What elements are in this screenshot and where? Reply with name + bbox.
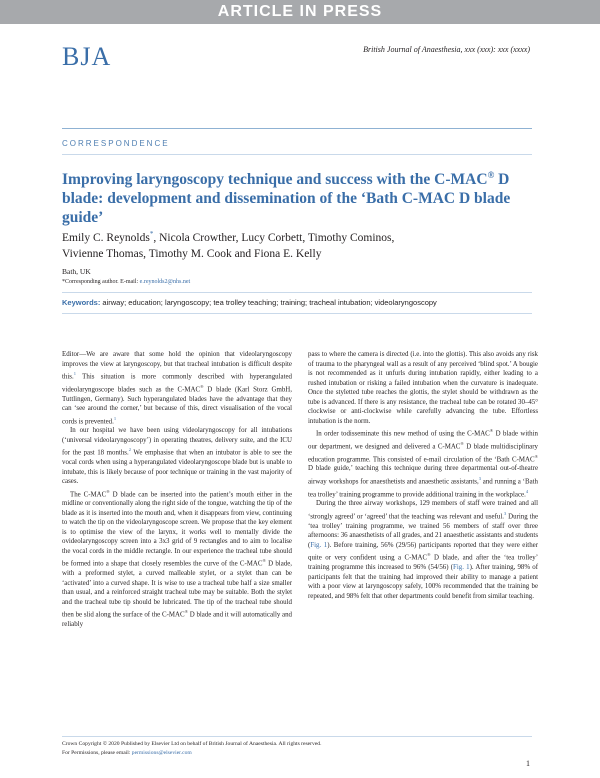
affiliation: Bath, UK [62, 267, 91, 276]
journal-logo: BJA [62, 42, 112, 71]
section-label: CORRESPONDENCE [62, 139, 170, 148]
keywords-divider-top [62, 292, 532, 293]
body-column-left [62, 350, 292, 630]
figure-link[interactable]: Fig. 1 [310, 541, 328, 549]
reference-link[interactable]: 2 [128, 447, 131, 453]
reference-link[interactable]: 3 [478, 475, 481, 481]
footer-divider [62, 736, 532, 737]
paragraph: In order todisseminate this new method of using the C-MAC® D blade within our department, we designed and delivered a C-MAC® D blade multidisciplinary education programme. This consisted of e-mail circulation of the ‘Bath C-MAC® D blade guide,’ teaching this technique during three departmental out-of-theatre airway workshops for anaesthetists and anaesthetic assistants,$^3$ and running a ‘Bath tea trolley’ training programme to provide additional training in the workplace.$^4$ [308, 428, 538, 498]
paragraph: The C-MAC® D blade can be inserted into the patient’s mouth either in the midline or conventionally along the right side of the tongue, watching the tip of the blade as it is inserted into the mouth and, when it disappears from view, continuing to watch the tip on the videolaryngoscope screen. We propose that the key element is to optimise the view of the larynx, it works well to mentally divide the ovideolaryngoscopy screen into a 3x3 grid of 9 rectangles and to aim to localise the vocal cords in the middle rectangle. In our experience the tracheal tube should be formed into a shape that closely resembles the curve of the C-MAC® D blade, with a preformed stylet, a curved malleable stylet, or a stylet than can be ‘activated’ into a curved shape. It is wise to use a tracheal tube half a size smaller than usual, and a reinforced straight tracheal tube may be suitable. Both the stylet and the tracheal tube tip should be lubricated. The tip of the tracheal tube should then be slid along the surface of the C-MAC® D blade and it will automatically and reliably [62, 488, 292, 629]
reference-link[interactable]: 4 [525, 488, 529, 494]
paragraph: Editor—We are aware that some hold the opinion that videolaryngoscopy improves the view at laryngoscopy, but that tracheal intubation is difficult despite this.$^1$ This situation is more commonly described with hyperangulated videolaryngoscope blades such as the C-MAC® D blade (Karl Storz GmbH, Tuttlingen, Germany). Such hyperangulated blades have the advantage that they can ‘see around the corner,’ but because of this, direct visualisation of the vocal cords is prevented.$^1$ [62, 351, 292, 425]
author-email-link[interactable]: e.reynolds2@nhs.net [139, 279, 191, 285]
permissions-notice: For Permissions, please email: permissions@elsevier.com [62, 750, 192, 756]
paragraph: In our hospital we have been using videolaryngoscopy for all intubations (‘universal videolaryngoscopy’) in operating theatres, delivery suite, and the ICU for the past 18 months.$^2$ We emphasise that when an intubator is able to see the vocal cords when using a hyperangulated videolaryngoscope blade but is unable to intubate, this is likely because of poor technique or training in the vast majority of cases. [62, 427, 292, 486]
author-list: Emily C. Reynolds*, Nicola Crowther, Lucy Corbett, Timothy Cominos, Vivienne Thomas, Timothy M. Cook and Fiona E. Kelly [62, 230, 395, 260]
article-in-press-banner: ARTICLE IN PRESS [0, 0, 600, 24]
corresponding-author: *Corresponding author. E-mail: e.reynolds2@nhs.net [62, 279, 191, 285]
paragraph: pass to where the camera is directed (i.e. into the glottis). This also avoids any risk of trauma to the pharyngeal wall as a result of any perceived ‘blind spot.’ A bougie is not recommended as it unfurls during intubation rapidly, either leading to a rushed intubation or risking a failed intubation when the curvature is inadequate. Once the styletted tube reaches the glottis, the stylet should be withdrawn as the tube is advanced. If there is any resistance, the tracheal tube can be rotated 30–45° clockwise or anti-clockwise while carefully advancing the tube. Effortless intubation is the norm. [308, 351, 538, 425]
reference-link[interactable]: 1 [113, 415, 117, 421]
reference-link[interactable]: 1 [73, 371, 76, 376]
keywords-divider-bottom [62, 313, 532, 314]
header-divider [62, 128, 532, 129]
reference-link[interactable]: 3 [503, 510, 507, 516]
figure-link[interactable]: Fig. 1 [453, 564, 470, 572]
page-number: 1 [526, 759, 530, 768]
author-reynolds[interactable]: Emily C. Reynolds [62, 231, 150, 244]
section-divider [62, 154, 532, 155]
body-column-right [308, 350, 538, 601]
corresponding-mark: * [149, 230, 154, 238]
paragraph: During the three airway workshops, 129 members of staff were trained and all ‘strongly agreed’ or ‘agreed’ that the teaching was relevant and useful.$^3$ During the ‘tea trolley’ training programme, we trained 56 members of staff over three afternoons: 36 anaesthetists of all grades, and 21 anaesthetic assistants and students (Fig. 1). Before training, 56% (29/56) participants reported that they were either quite or very confident using a C-MAC® D blade, and after the ‘tea trolley’ training programme this increased to 96% (54/56) (Fig. 1). After training, 98% of participants felt that the training had improved their ability to manage a patient with a poor view at laryngoscopy safely, 100% recommended that the training be repeated, and 98% felt that other departments could benefit from similar teaching. [308, 500, 539, 600]
permissions-email-link[interactable]: permissions@elsevier.com [131, 750, 192, 756]
article-title: Improving laryngoscopy technique and success with the C-MAC® D blade: development and dissemination of the ‘Bath C-MAC D blade guide’ [62, 170, 511, 227]
journal-citation: British Journal of Anaesthesia, xxx (xxx): xxx (xxxx) [363, 45, 530, 54]
keywords: Keywords: airway; education; laryngoscopy; tea trolley teaching; training; tracheal intubation; videolaryngoscopy [62, 298, 437, 307]
copyright-notice: Crown Copyright © 2020 Published by Elsevier Ltd on behalf of British Journal of Anaesthesia. All rights reserved. [62, 741, 322, 747]
